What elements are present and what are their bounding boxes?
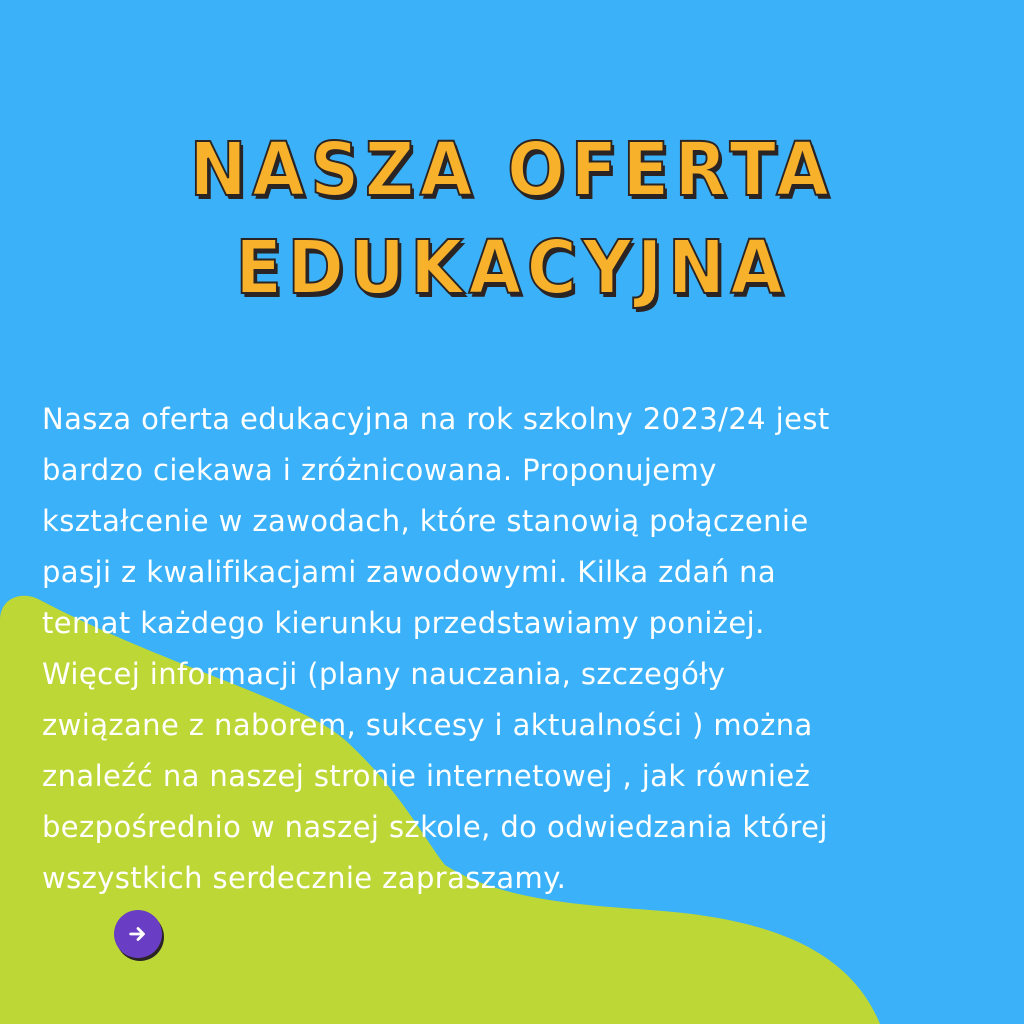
arrow-right-icon — [127, 923, 149, 945]
page-title-line-2: EDUKACYJNA — [235, 225, 789, 311]
next-button[interactable] — [114, 910, 162, 958]
page-title-line-1: NASZA OFERTA — [189, 127, 835, 213]
description-paragraph: Nasza oferta edukacyjna na rok szkolny 2023/24 jest bardzo ciekawa i zróżnicowana. Proponujemy kształcenie w zawodach, które stanowią połączenie pasji z kwalifikacjami zawodowymi. Kilka zdań na temat każdego kierunku przedstawiamy poniżej. Więcej informacji (plany nauczania, szczegóły związane z naborem, sukcesy i aktualności ) można znaleźć na naszej stronie internetowej , jak również bezpośrednio w naszej szkole, do odwiedzania której wszystkich serdecznie zapraszamy. — [42, 402, 830, 895]
